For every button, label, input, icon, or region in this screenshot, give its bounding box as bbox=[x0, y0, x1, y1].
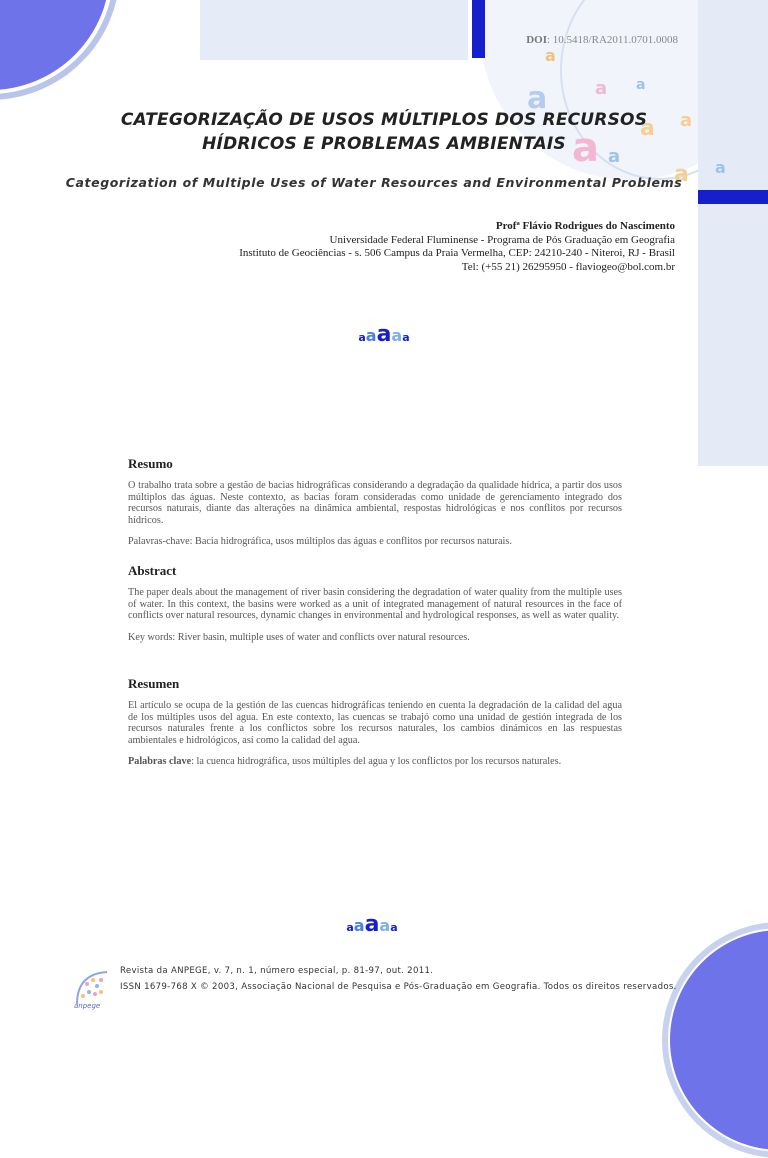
deco-letter: a bbox=[636, 77, 646, 93]
logo-glyph: a bbox=[379, 916, 391, 935]
deco-letter: a bbox=[715, 158, 726, 177]
title-line-1: CATEGORIZAÇÃO DE USOS MÚLTIPLOS DOS RECURSOS bbox=[120, 110, 648, 130]
section-resumen bbox=[128, 676, 622, 768]
logo-glyph: a bbox=[402, 331, 410, 344]
title-line-2: HÍDRICOS E PROBLEMAS AMBIENTAIS bbox=[202, 134, 566, 154]
section-body: The paper deals about the management of river basin considering the degradation of water quality from the multiple uses of water. In this context, the basins were worked as a unit of integrated management of natural resources in the face of conflicts over natural resources, dynamic changes in environmental and hydrological responses, as well as water quality. bbox=[128, 587, 622, 621]
side-accent-bar bbox=[698, 190, 768, 204]
deco-letter: a bbox=[680, 110, 693, 131]
section-heading: Resumen bbox=[128, 676, 180, 691]
section-keywords: Key words: River basin, multiple uses of water and conflicts over natural resources. bbox=[128, 631, 470, 643]
deco-letter: a bbox=[572, 125, 599, 171]
deco-letter: a bbox=[640, 116, 655, 141]
deco-letter: a bbox=[545, 46, 556, 65]
deco-letter: a bbox=[608, 146, 621, 167]
keywords-label: Palabras clave bbox=[128, 756, 192, 767]
footer-citation: Revista da ANPEGE, v. 7, n. 1, número especial, p. 81-97, out. 2011. bbox=[120, 966, 434, 976]
header-band bbox=[200, 0, 468, 60]
section-heading: Resumo bbox=[128, 456, 173, 471]
doi-label: DOI bbox=[526, 34, 547, 46]
logo-glyph: a bbox=[364, 912, 380, 937]
logo-glyphs-bottom bbox=[0, 912, 756, 937]
keywords-text: : la cuenca hidrográfica, usos múltiples del agua y los conflictos por los recursos naturales. bbox=[191, 756, 562, 767]
logo-glyph: a bbox=[353, 916, 365, 935]
author-block bbox=[239, 220, 675, 274]
section-keywords: Palavras-chave: Bacia hidrográfica, usos múltiplos das águas e conflitos por recursos naturais. bbox=[128, 536, 512, 547]
logo-glyph: a bbox=[390, 921, 398, 934]
deco-letter: a bbox=[674, 162, 689, 187]
header-accent-bar bbox=[472, 0, 485, 58]
section-keywords bbox=[128, 756, 622, 768]
author-name: Profª Flávio Rodrigues do Nascimento bbox=[495, 220, 675, 232]
author-contact: Tel: (+55 21) 26295950 - flaviogeo@bol.com.br bbox=[461, 260, 675, 273]
author-affiliation-2: Instituto de Geociências - s. 506 Campus da Praia Vermelha, CEP: 24210-240 - Niteroi, RJ - Brasil bbox=[239, 247, 675, 259]
logo-glyph: a bbox=[391, 326, 403, 345]
logo-glyph: a bbox=[346, 921, 354, 934]
section-resumo bbox=[128, 456, 622, 548]
section-heading: Abstract bbox=[128, 563, 177, 578]
decorative-circle-bottom-right bbox=[670, 930, 768, 1150]
section-body: O trabalho trata sobre a gestão de bacias hidrográficas considerando a degradação da qualidade hídrica, a partir dos usos múltiplos das águas. Neste contexto, as bacias foram consideradas como unidade de gerenciamento integrado dos recursos naturais, diante das alterações na dinâmica ambiental, respostas hidrológicas e nos conflitos por recursos hídricos. bbox=[128, 480, 622, 526]
right-side-panel bbox=[698, 0, 768, 466]
logo-glyphs-top bbox=[0, 322, 768, 347]
deco-letter: a bbox=[595, 78, 608, 99]
footer-copyright: ISSN 1679-768 X © 2003, Associação Nacional de Pesquisa e Pós-Graduação em Geografia. Todos os direitos reservados. bbox=[120, 982, 677, 992]
section-body: El artículo se ocupa de la gestión de las cuencas hidrográficas teniendo en cuenta la degradación de la calidad del agua de los múltiples usos del agua. En este contexto, las cuencas se trabajó como una unidad de gestión integrada de los recursos naturales frente a los conflictos sobre los recursos naturales, los cambios dinámicos en las respuestas ambientales e hidrológicos, así como la calidad del agua. bbox=[128, 700, 622, 746]
doi-value: : 10.5418/RA2011.0701.0008 bbox=[547, 34, 678, 46]
anpege-logo-label: anpege bbox=[74, 1002, 101, 1010]
logo-glyph: a bbox=[365, 326, 377, 345]
doi-line bbox=[526, 34, 678, 46]
section-abstract bbox=[128, 563, 622, 643]
logo-glyph: a bbox=[376, 322, 392, 347]
paper-title-en: Categorization of Multiple Uses of Water Resources and Environmental Problems bbox=[65, 175, 683, 190]
paper-title-pt bbox=[0, 108, 768, 156]
author-affiliation-1: Universidade Federal Fluminense - Programa de Pós Graduação em Geografia bbox=[329, 233, 675, 246]
deco-letter: a bbox=[527, 81, 548, 116]
logo-glyph: a bbox=[358, 331, 366, 344]
